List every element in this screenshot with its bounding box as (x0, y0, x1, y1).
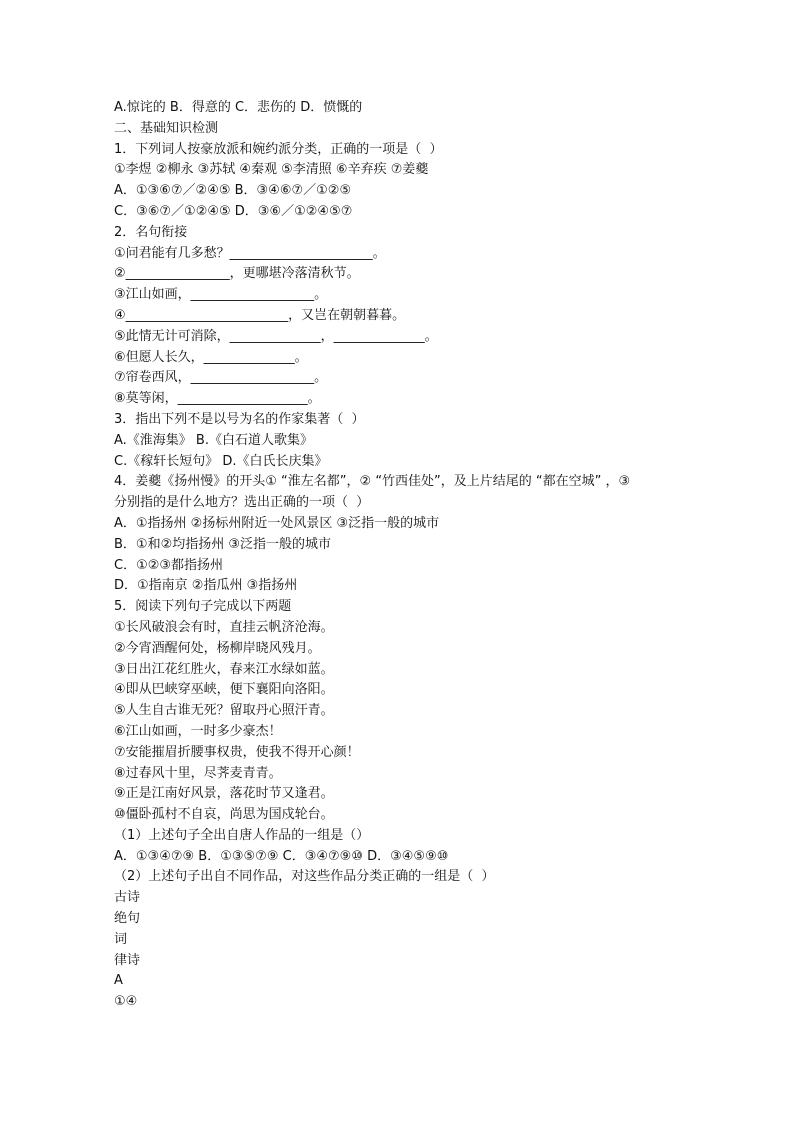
text-line: A.惊诧的 B．得意的 C．悲伤的 D．愤慨的 (114, 100, 363, 115)
answer-options: C.《稼轩长短句》 D.《白氏长庆集》 (114, 453, 328, 469)
answer-options: A．①③④⑦⑨ B．①③⑤⑦⑨ C．③④⑦⑨⑩ D．③④⑤⑨⑩ (114, 848, 449, 864)
sub-question-1: （1）上述句子全出自唐人作品的一组是（） (114, 827, 370, 843)
text-line: 分别指的是什么地方？选出正确的一项（ ） (114, 495, 370, 511)
fill-in-line: ⑥但愿人长久，______________。 (114, 349, 308, 365)
option-label: A (114, 973, 123, 989)
document-body (114, 98, 714, 1013)
quote-line: ⑧过春风十里，尽荠麦青青。 (114, 765, 282, 781)
fill-in-line: ⑧莫等闲，____________________。 (114, 391, 321, 407)
answer-option: C．①②③都指扬州 (114, 557, 224, 573)
quote-line: ⑦安能摧眉折腰事权贵，使我不得开心颜！ (114, 744, 360, 760)
question-3: 3．指出下列不是以号为名的作家集著（ ） (114, 411, 365, 427)
fill-in-line: ④_________________________，又岂在朝朝暮暮。 (114, 307, 406, 323)
answer-option: D．①指南京 ②指瓜州 ③指扬州 (114, 578, 298, 594)
answer-options: A.《淮海集》 B.《白石道人歌集》 (114, 432, 313, 448)
category-label: 词 (114, 931, 128, 947)
quote-line: ⑨正是江南好风景，落花时节又逢君。 (114, 786, 334, 802)
answer-options: A．①③⑥⑦／②④⑤ B．③④⑥⑦／①②⑤ (114, 183, 352, 199)
category-label: 绝句 (114, 911, 141, 927)
quote-line: ③日出江花红胜火，春来江水绿如蓝。 (114, 661, 334, 677)
fill-in-line: ①问君能有几多愁？______________________。 (114, 245, 386, 261)
quote-line: ⑩僵卧孤村不自哀，尚思为国戍轮台。 (114, 807, 334, 823)
question-4: 4．姜夔《扬州慢》的开头① “淮左名都”，② “竹西佳处”，及上片结尾的 “都在空城” ，③ (114, 474, 631, 490)
answer-options: C．③⑥⑦／①②④⑤ D．③⑥／①②④⑤⑦ (114, 203, 353, 219)
question-5: 5．阅读下列句子完成以下两题 (114, 599, 292, 615)
section-heading: 二、基础知识检测 (114, 120, 219, 136)
fill-in-line: ⑤此情无计可消除，______________，______________。 (114, 328, 438, 344)
quote-line: ②今宵酒醒何处，杨柳岸晓风残月。 (114, 640, 321, 656)
category-label: 律诗 (114, 952, 141, 968)
quote-line: ⑤人生自古谁无死？留取丹心照汗青。 (114, 703, 334, 719)
answer-option: A．①指扬州 ②扬标州附近一处风景区 ③泛指一般的城市 (114, 515, 440, 531)
quote-line: ①长风破浪会有时，直挂云帆济沧海。 (114, 619, 334, 635)
text-line: ①李煜 ②柳永 ③苏轼 ④秦观 ⑤李清照 ⑥辛弃疾 ⑦姜夔 (114, 162, 429, 178)
option-value: ①④ (114, 994, 138, 1010)
fill-in-line: ②________________，更哪堪冷落清秋节。 (114, 266, 360, 282)
quote-line: ④即从巴峡穿巫峡，便下襄阳向洛阳。 (114, 682, 334, 698)
category-label: 古诗 (114, 890, 141, 906)
sub-question-2: （2）上述句子出自不同作品，对这些作品分类正确的一组是（ ） (114, 869, 495, 885)
fill-in-line: ③江山如画，___________________。 (114, 287, 328, 303)
answer-option: B．①和②均指扬州 ③泛指一般的城市 (114, 536, 332, 552)
quote-line: ⑥江山如画，一时多少豪杰！ (114, 723, 282, 739)
question-1: 1．下列词人按豪放派和婉约派分类，正确的一项是（ ） (114, 141, 443, 157)
fill-in-line: ⑦帘卷西风，___________________。 (114, 370, 328, 386)
question-2: 2．名句衔接 (114, 224, 188, 240)
